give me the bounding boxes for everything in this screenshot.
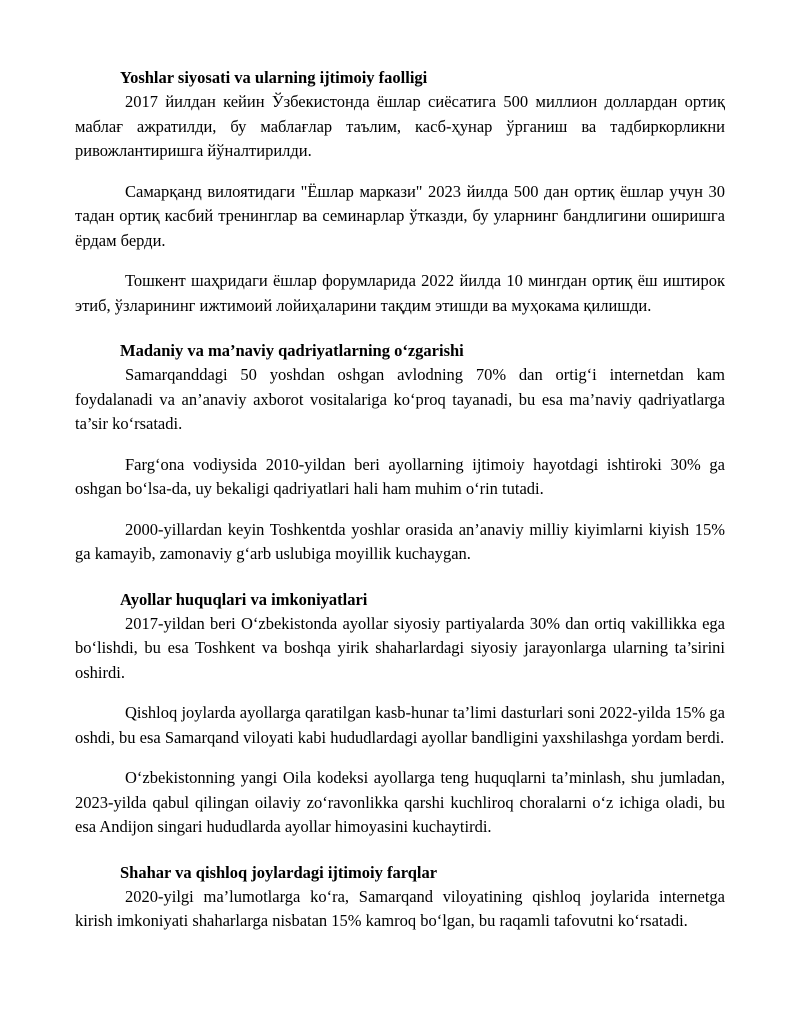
section-cultural-values [75,339,725,567]
paragraph: 2017-yildan beri O‘zbekistonda ayollar siyosiy partiyalarda 30% dan ortiq vakillikka ega bo‘lishdi, bu esa Toshkent va boshqa yirik shaharlardagi siyosiy jarayonlarga ularning ta’sirini oshirdi. [75,613,725,682]
paragraph: Самарқанд вилоятидаги "Ёшлар маркази" 2023 йилда 500 дан ортиқ ёшлар учун 30 тадан ортиқ касбий тренинглар ва семинарлар ўтказди, бу уларнинг бандлигини оширишга ёрдам берди. [75,181,725,250]
paragraph: Qishloq joylarda ayollarga qaratilgan kasb-hunar ta’limi dasturlari soni 2022-yilda 15% ga oshdi, bu esa Samarqand viloyati kabi hududlardagi ayollar bandligini yaxshilashga yordam berdi. [75,703,725,747]
paragraph: 2020-yilgi ma’lumotlarga ko‘ra, Samarqand viloyatining qishloq joylarida internetga kirish imkoniyati shaharlarga nisbatan 15% kamroq bo‘lgan, bu raqamli tafovutni ko‘rsatadi. [75,886,725,930]
section-heading: Shahar va qishloq joylardagi ijtimoiy farqlar [120,862,438,882]
paragraph: O‘zbekistonning yangi Oila kodeksi ayollarga teng huquqlarni ta’minlash, shu jumladan, 2023-yilda qabul qilingan oilaviy zo‘ravonlikka qarshi kuchliroq choralarni o‘z ichiga oladi, bu esa Andijon singari hududlarda ayollar himoyasini kuchaytirdi. [75,768,725,836]
paragraph: Samarqanddagi 50 yoshdan oshgan avlodning 70% dan ortig‘i internetdan kam foydalanadi va an’anaviy axborot vositalariga ko‘proq tayanadi, bu esa ma’naviy qadriyatlarga ta’sir ko‘rsatadi. [75,365,725,433]
section-heading: Yoshlar siyosati va ularning ijtimoiy faolligi [120,68,428,87]
section-heading: Madaniy va ma’naviy qadriyatlarning o‘zgarishi [120,341,464,360]
section-heading: Ayollar huquqlari va imkoniyatlari [120,589,368,609]
section-urban-rural-differences [75,861,725,934]
paragraph: Тошкент шаҳридаги ёшлар форумларида 2022 йилда 10 мингдан ортиқ ёш иштирок этиб, ўзларининг ижтимоий лойиҳаларини тақдим этишди ва муҳокама қилишди. [75,271,725,315]
section-youth-policy [75,66,725,318]
section-womens-rights [75,588,725,840]
paragraph: 2017 йилдан кейин Ўзбекистонда ёшлар сиёсатига 500 миллион доллардан ортиқ маблағ ажратилди, бу маблағлар таълим, касб-ҳунар ўрганиш ва тадбиркорликни ривожлантиришга йўналтирилди. [75,92,725,160]
paragraph: 2000-yillardan keyin Toshkentda yoshlar orasida an’anaviy milliy kiyimlarni kiyish 15% ga kamayib, zamonaviy g‘arb uslubiga moyillik kuchaygan. [75,519,725,563]
document-page [75,66,725,934]
paragraph: Farg‘ona vodiysida 2010-yildan beri ayollarning ijtimoiy hayotdagi ishtiroki 30% ga oshgan bo‘lsa-da, uy bekaligi qadriyatlari hali ham muhim o‘rin tutadi. [75,454,725,498]
